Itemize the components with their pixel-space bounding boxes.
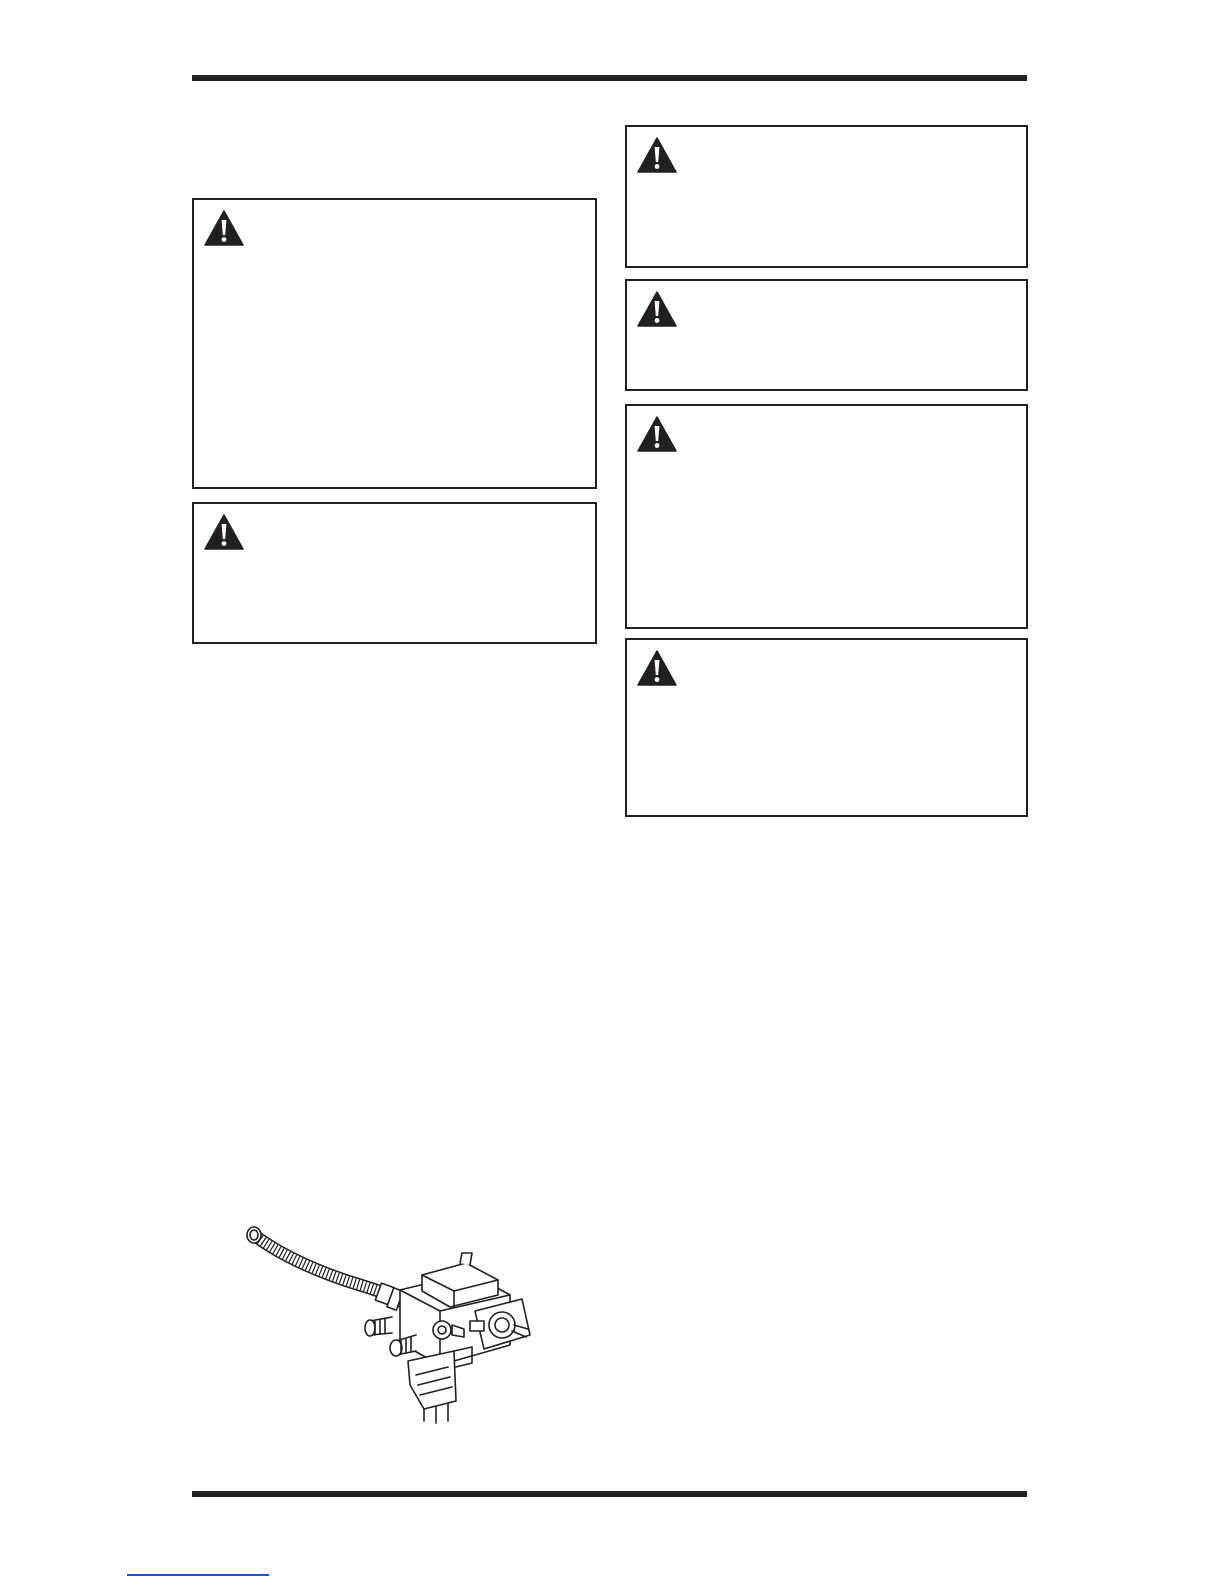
header-rule bbox=[192, 75, 1027, 81]
warning-box-right-4 bbox=[625, 638, 1028, 817]
warning-box-right-1 bbox=[625, 125, 1028, 268]
footer-rule bbox=[192, 1491, 1027, 1497]
warning-triangle-icon bbox=[637, 650, 677, 686]
warning-triangle-icon bbox=[637, 137, 677, 173]
flex-connector bbox=[247, 1227, 403, 1310]
warning-box-right-2 bbox=[625, 279, 1028, 391]
warning-triangle-icon bbox=[204, 210, 244, 246]
footer-link-underline[interactable] bbox=[127, 1574, 269, 1576]
warning-box-left-2 bbox=[192, 502, 597, 644]
gas-valve-illustration bbox=[240, 1225, 550, 1440]
warning-box-right-3 bbox=[625, 404, 1028, 629]
warning-triangle-icon bbox=[637, 291, 677, 327]
warning-triangle-icon bbox=[637, 416, 677, 452]
warning-triangle-icon bbox=[204, 514, 244, 550]
warning-box-left-1 bbox=[192, 198, 597, 489]
